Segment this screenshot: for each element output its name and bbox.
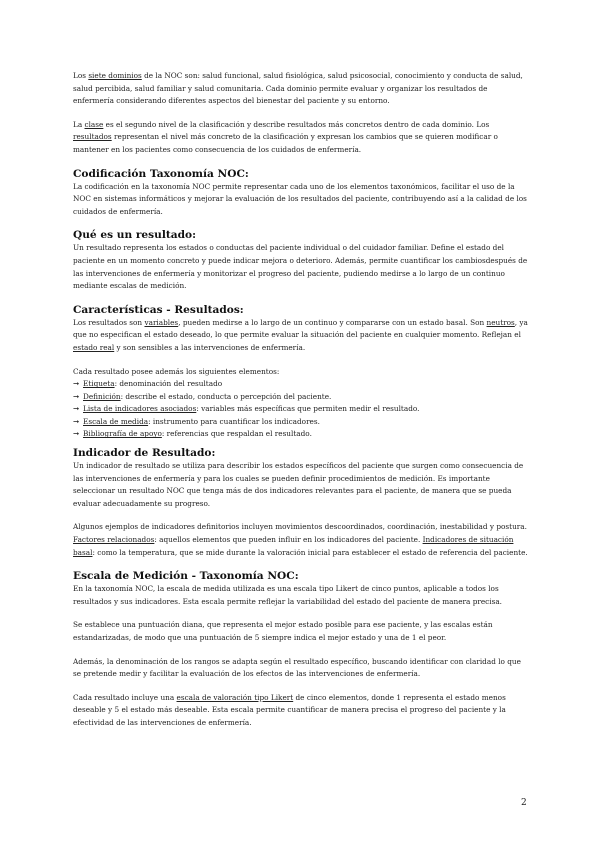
- list-term: Etiqueta: [83, 379, 115, 389]
- elements-list: [73, 378, 529, 441]
- paragraph-dominios: [73, 70, 529, 108]
- heading-que-es-resultado: Qué es un resultado:: [73, 229, 196, 242]
- list-term: Escala de medida: [83, 416, 149, 426]
- arrow-icon: ➞: [73, 391, 80, 401]
- paragraph-indicador: Un indicador de resultado se utiliza para describir los estados específicos del paciente que surgen como consecuencia de las intervenciones de enfermería y para los cuales se pueden definir procedimientos de medición. Es importante seleccionar un resultado NOC que tenga más de dos indicadores relevantes para el paciente, de manera que se pueda evaluar adecuadamente su progreso.: [73, 461, 524, 508]
- paragraph-escala-4: [73, 692, 529, 730]
- page-number: 2: [521, 798, 527, 808]
- paragraph-elementos-intro: Cada resultado posee además los siguientes elementos:: [73, 366, 280, 376]
- paragraph-que-es-resultado: Un resultado representa los estados o conductas del paciente individual o del cuidador familiar. Define el estado del paciente en un momento concreto y puede indicar mejora o deterioro. Además, permite cuantificar los cambiosdespués de las intervenciones de enfermería y monitorizar el progreso del paciente, pudiendo medirse a lo largo de un continuo mediante escalas de medición.: [73, 243, 528, 291]
- heading-indicador: Indicador de Resultado:: [73, 447, 216, 460]
- list-desc: : referencias que respaldan el resultado.: [161, 429, 312, 439]
- list-term: Definición: [83, 391, 121, 401]
- list-item: [73, 416, 529, 429]
- heading-escala: Escala de Medición - Taxonomía NOC:: [73, 570, 299, 583]
- heading-codificacion: Codificación Taxonomía NOC:: [73, 167, 249, 180]
- list-term: Lista de indicadores asociados: [83, 404, 197, 414]
- paragraph-escala-1: En la taxonomía NOC, la escala de medida utilizada es una escala tipo Likert de cinco puntos, aplicable a todos los resultados y sus indicadores. Esta escala permite reflejar la variabilidad del estado del paciente de manera precisa.: [73, 584, 503, 606]
- term-resultados: resultados: [73, 132, 112, 142]
- list-desc: : describe el estado, conducta o percepción del paciente.: [120, 391, 332, 401]
- text: La: [73, 119, 85, 129]
- paragraph-codificacion: La codificación en la taxonomía NOC permite representar cada uno de los elementos taxonómicos, facilitar el uso de la NOC en sistemas informáticos y mejorar la evaluación de los resultados del paciente, contribuyendo así a la calidad de los cuidados de enfermería.: [73, 181, 527, 216]
- arrow-icon: ➞: [73, 404, 80, 414]
- paragraph-escala-2: Se establece una puntuación diana, que representa el mejor estado posible para ese paciente, y las escalas están estandarizadas, de modo que una puntuación de 5 siempre indica el mejor estado y una de 1 el peor.: [73, 620, 493, 642]
- arrow-icon: ➞: [73, 379, 80, 389]
- paragraph-indicador-ejemplos: [73, 521, 529, 559]
- text: Algunos ejemplos de indicadores definitorios incluyen movimientos descoordinados, coordinación, inestabilidad y postura.: [73, 522, 527, 532]
- arrow-icon: ➞: [73, 416, 80, 426]
- text: de cinco elementos, donde 1 representa el estado menos deseable y 5 el estado más deseable. Esta escala permite cuantificar de manera precisa el progreso del paciente y la efectividad de las intervenciones de enfermería.: [73, 692, 506, 727]
- term-escala-likert: escala de valoración tipo Likert: [176, 692, 294, 702]
- paragraph-caracteristicas: [73, 317, 529, 355]
- list-desc: : instrumento para cuantificar los indicadores.: [148, 416, 320, 426]
- list-item: [73, 428, 529, 441]
- text: Cada resultado incluye una: [73, 692, 177, 702]
- text: : como la temperatura, que se mide durante la valoración inicial para establecer el estado de referencia del paciente.: [92, 547, 528, 557]
- paragraph-clase: [73, 119, 529, 157]
- text: , pueden medirse a lo largo de un continuo y compararse con un estado basal. Son: [178, 317, 487, 327]
- paragraph-escala-3: Además, la denominación de los rangos se adapta según el resultado específico, buscando identificar con claridad lo que se pretende medir y facilitar la evaluación de los efectos de las intervenciones de enfermería.: [73, 656, 521, 679]
- text: : aquellos elementos que pueden influir en los indicadores del paciente.: [154, 535, 423, 545]
- text: y son sensibles a las intervenciones de enfermería.: [114, 342, 306, 352]
- heading-caracteristicas: Características - Resultados:: [73, 303, 244, 316]
- text: Los: [73, 71, 89, 80]
- text: de la NOC son: salud funcional, salud fisiológica, salud psicosocial, conocimiento y conducta de salud, salud percibida, salud familiar y salud comunitaria. Cada dominio permite evaluar y organizar los resultados de enfermería considerando diferentes aspectos del bienestar del paciente y su entorno.: [73, 71, 523, 106]
- term-factores-relacionados: Factores relacionados: [73, 535, 155, 545]
- list-desc: : variables más específicas que permiten medir el resultado.: [196, 404, 420, 414]
- list-desc: : denominación del resultado: [114, 379, 223, 389]
- term-variables: variables: [144, 317, 179, 327]
- term-clase: clase: [84, 119, 104, 129]
- term-estado-real: estado real: [73, 342, 115, 352]
- term-neutros: neutros: [486, 317, 515, 327]
- term-siete-dominios: siete dominios: [88, 71, 142, 80]
- list-term: Bibliografía de apoyo: [83, 429, 162, 439]
- text: es el segundo nivel de la clasificación y describe resultados más concretos dentro de cada dominio. Los: [103, 119, 490, 129]
- term-indicadores-situacion-basal: Indicadores de situación basal: [73, 535, 514, 557]
- list-item: [73, 403, 529, 416]
- arrow-icon: ➞: [73, 429, 80, 439]
- document-page: [73, 70, 529, 730]
- text: , ya que no especifican el estado deseado, lo que permite evaluar la situación del paciente en cualquier momento. Reflejan el: [73, 317, 528, 340]
- text: representan el nivel más concreto de la clasificación y expresan los cambios que se quieren modificar o mantener en los pacientes como consecuencia de los cuidados de enfermería.: [73, 132, 498, 154]
- list-item: [73, 391, 529, 404]
- list-item: [73, 378, 529, 391]
- text: Los resultados son: [73, 317, 145, 327]
